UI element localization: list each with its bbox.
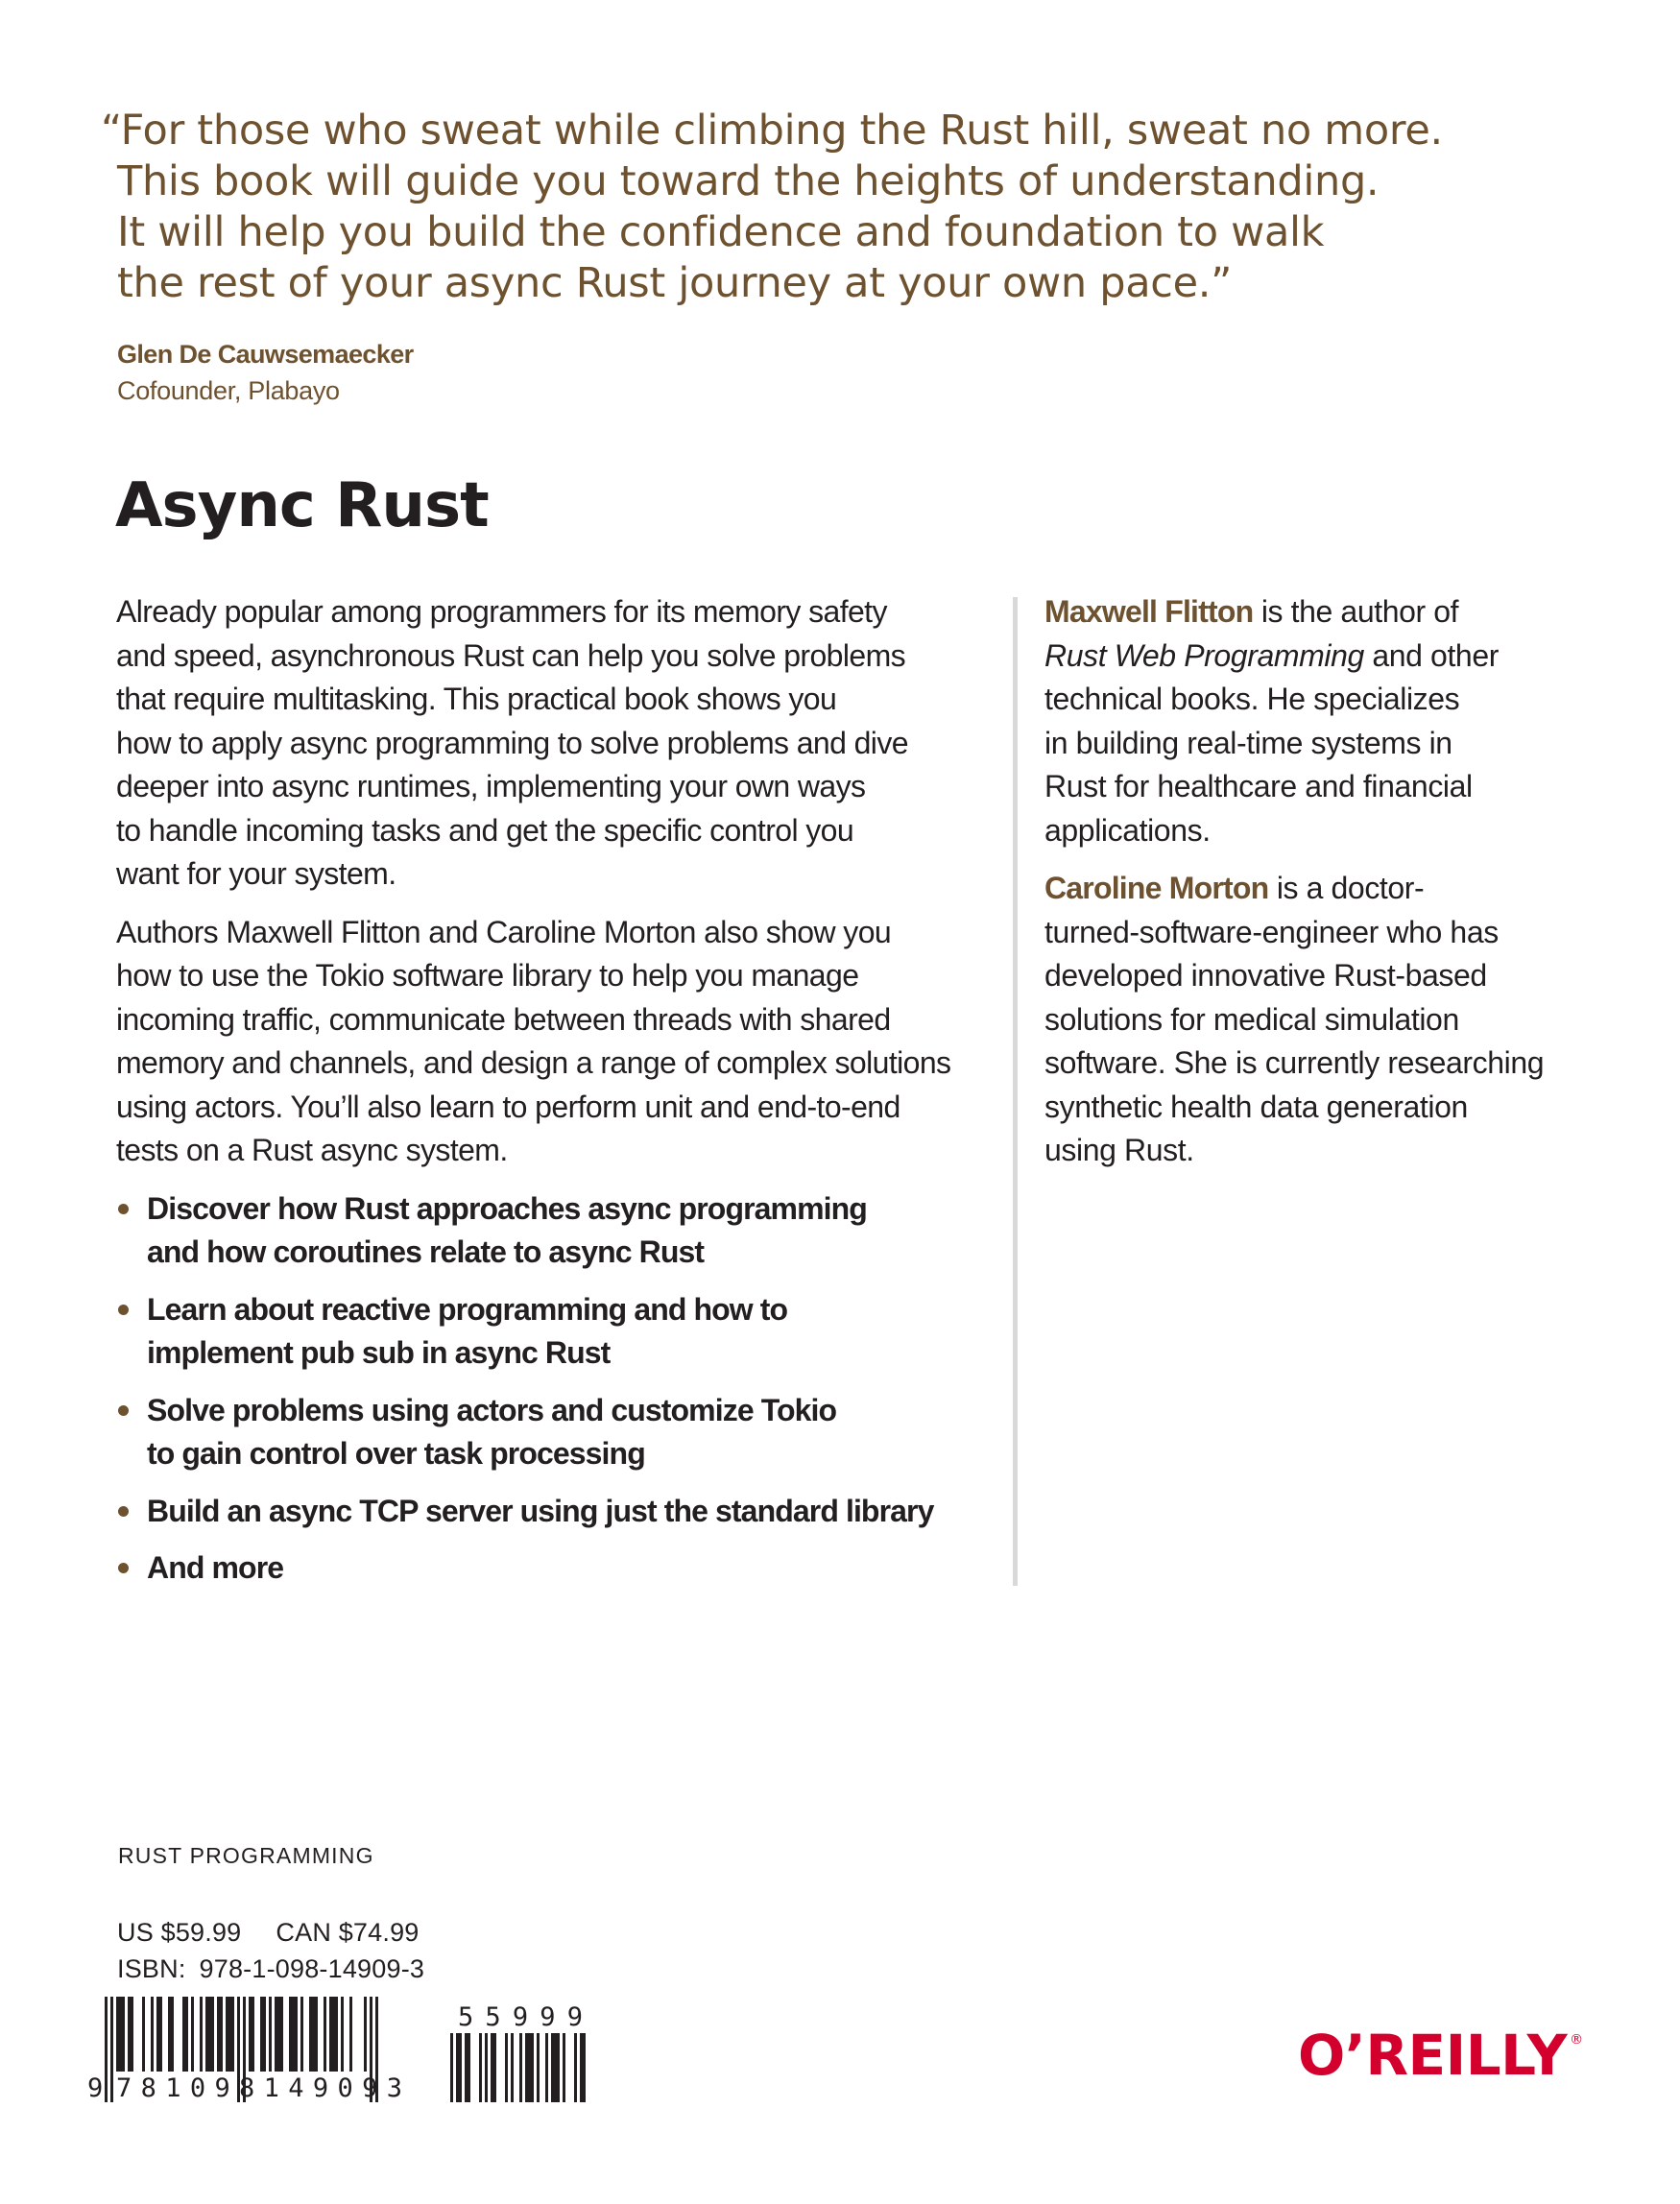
list-item — [116, 1288, 961, 1376]
text-fragment: is the author of — [1253, 594, 1459, 629]
barcode-bar — [252, 1997, 254, 2072]
text-line: how to apply async programming to solve problems and dive — [116, 725, 908, 760]
text-line — [1044, 867, 1582, 911]
barcode-addon-bar — [545, 2033, 548, 2102]
barcode-bar — [249, 1997, 252, 2072]
text-line: using actors. You’ll also learn to perform unit and end-to-end — [116, 1089, 900, 1124]
text-line: how to use the Tokio software library to help you manage — [116, 958, 859, 993]
barcode-addon-bar — [505, 2033, 508, 2102]
description-paragraph-1 — [116, 590, 961, 897]
barcode-addon-bar — [468, 2033, 470, 2102]
barcode-bar — [211, 1997, 214, 2072]
barcode-bar — [217, 1997, 220, 2072]
barcode-bar — [200, 1997, 203, 2072]
barcode-addon-bar — [493, 2033, 496, 2102]
barcode-addon-bar — [531, 2033, 534, 2102]
column-divider — [1013, 597, 1018, 1586]
barcode-bar — [171, 1997, 174, 2072]
barcode-bar — [151, 1997, 154, 2072]
barcode-bar — [208, 1997, 211, 2072]
barcode-bar — [315, 1997, 318, 2072]
list-item — [116, 1490, 961, 1534]
barcode-guard-bar — [110, 1997, 113, 2102]
barcode-bar — [309, 1997, 312, 2072]
list-item-line: Build an async TCP server using just the standard library — [147, 1493, 934, 1528]
text-line: applications. — [1044, 812, 1211, 848]
barcode-addon-bars — [450, 2033, 586, 2102]
text-line — [1044, 635, 1582, 679]
barcode-bar — [332, 1997, 335, 2072]
text-fragment: is a doctor- — [1268, 871, 1425, 905]
barcode-bar — [275, 1997, 277, 2072]
publisher-name: O’REILLY — [1298, 2023, 1568, 2088]
author-name: Caroline Morton — [1044, 871, 1269, 905]
text-line: Already popular among programmers for its memory safety — [116, 594, 887, 629]
barcode-addon-bar — [465, 2033, 468, 2102]
barcode-bar — [228, 1997, 231, 2072]
endorsement-quote — [101, 106, 1522, 309]
quote-attribution — [117, 336, 414, 409]
barcode-lead-digit: 9 — [87, 2073, 104, 2102]
barcode-addon-bar — [450, 2033, 453, 2102]
book-reference: Rust Web Programming — [1044, 637, 1364, 673]
text-fragment: and other — [1363, 637, 1499, 673]
text-line: in building real-time systems in — [1044, 725, 1452, 760]
barcode-bar — [116, 1997, 119, 2072]
barcode-guard-bar — [105, 1997, 108, 2102]
barcode-bar — [280, 1997, 283, 2072]
text-line: incoming traffic, communicate between threads with shared — [116, 1001, 891, 1037]
author-name: Maxwell Flitton — [1044, 594, 1254, 629]
barcode-bar — [119, 1997, 122, 2072]
barcode-bar — [295, 1997, 298, 2072]
endorser-role: Cofounder, Plabayo — [117, 376, 340, 405]
price-block — [117, 1914, 424, 1987]
text-line: memory and channels, and design a range of complex solutions — [116, 1045, 951, 1080]
text-line: software. She is currently researching — [1044, 1045, 1545, 1080]
barcode-bar — [263, 1997, 266, 2072]
barcode-addon-bar — [537, 2033, 540, 2102]
bullet-icon — [118, 1563, 129, 1573]
description-paragraph-2 — [116, 911, 961, 1173]
list-item-line: Discover how Rust approaches async programming — [147, 1190, 867, 1226]
barcode-bar — [185, 1997, 188, 2072]
barcode-bar — [159, 1997, 162, 2072]
text-line — [1044, 590, 1582, 635]
text-line: developed innovative Rust-based — [1044, 958, 1487, 993]
text-line: using Rust. — [1044, 1133, 1194, 1167]
author-bio-2 — [1044, 867, 1582, 1173]
text-line: technical books. He specializes — [1044, 682, 1460, 716]
barcode-bar — [277, 1997, 280, 2072]
us-price: US $59.99 — [117, 1918, 242, 1947]
text-line: Authors Maxwell Flitton and Caroline Morton also show you — [116, 914, 892, 949]
barcode-addon-bar — [459, 2033, 462, 2102]
endorser-name: Glen De Cauwsemaecker — [117, 340, 414, 369]
list-item — [116, 1389, 961, 1476]
bullet-icon — [118, 1204, 129, 1214]
quote-line: This book will guide you toward the heights of understanding. — [117, 157, 1380, 205]
list-item — [116, 1187, 961, 1275]
barcode-addon-bar — [554, 2033, 557, 2102]
barcode-bar — [341, 1997, 344, 2072]
barcode-digits: 781098149093 — [116, 2073, 402, 2102]
author-bio-1 — [1044, 590, 1582, 852]
barcode-addon-bar — [485, 2033, 488, 2102]
list-item-line: And more — [147, 1550, 284, 1585]
barcode-addon-bar — [563, 2033, 565, 2102]
quote-line: the rest of your async Rust journey at your own pace.” — [117, 259, 1233, 307]
list-item-line: to gain control over task processing — [147, 1436, 645, 1471]
text-line: solutions for medical simulation — [1044, 1001, 1459, 1037]
barcode-bar — [205, 1997, 208, 2072]
barcode-bar — [231, 1997, 234, 2072]
barcode-bar — [269, 1997, 272, 2072]
barcode-bar — [292, 1997, 295, 2072]
barcode-bar — [335, 1997, 338, 2072]
text-line: want for your system. — [116, 856, 396, 891]
barcode-bar — [182, 1997, 185, 2072]
barcode-bar — [128, 1997, 131, 2072]
barcode-bar — [260, 1997, 263, 2072]
barcode-bar — [220, 1997, 223, 2072]
barcode-bar — [156, 1997, 159, 2072]
list-item-line: implement pub sub in async Rust — [147, 1335, 611, 1370]
publisher-logo — [1298, 2023, 1583, 2088]
list-item — [116, 1546, 961, 1591]
bullet-icon — [118, 1506, 129, 1517]
barcode-bar — [142, 1997, 145, 2072]
list-item-line: Solve problems using actors and customize Tokio — [147, 1392, 837, 1427]
barcode-bar — [349, 1997, 352, 2072]
text-line: synthetic health data generation — [1044, 1089, 1468, 1124]
barcode-addon-bar — [574, 2033, 577, 2102]
barcode-bar — [168, 1997, 171, 2072]
text-line: deeper into async runtimes, implementing your own ways — [116, 769, 866, 803]
can-price: CAN $74.99 — [276, 1918, 420, 1947]
text-line: tests on a Rust async system. — [116, 1133, 508, 1167]
barcode-bar — [324, 1997, 326, 2072]
barcode-bar — [191, 1997, 194, 2072]
isbn-number: 978-1-098-14909-3 — [199, 1954, 425, 1983]
barcode-addon-bar — [580, 2033, 583, 2102]
author-bios — [1044, 590, 1582, 1187]
feature-list — [116, 1187, 961, 1591]
barcode-addon-bar — [479, 2033, 482, 2102]
barcode — [82, 1997, 619, 2102]
barcode-bar — [312, 1997, 315, 2072]
barcode-addon-bar — [511, 2033, 514, 2102]
book-title: Async Rust — [115, 470, 489, 541]
text-line: Rust for healthcare and financial — [1044, 769, 1473, 803]
text-line: to handle incoming tasks and get the specific control you — [116, 812, 854, 848]
barcode-addon-bar — [456, 2033, 459, 2102]
barcode-addon-bar — [491, 2033, 493, 2102]
text-line: that require multitasking. This practical book shows you — [116, 682, 837, 716]
quote-line: It will help you build the confidence and foundation to walk — [117, 208, 1325, 256]
isbn-row — [117, 1951, 424, 1987]
text-line: turned-software-engineer who has — [1044, 914, 1499, 949]
barcode-addon-bar — [583, 2033, 586, 2102]
price-row — [117, 1914, 424, 1951]
barcode-addon-bar — [528, 2033, 531, 2102]
barcode-addon-digits: 55999 — [458, 2002, 583, 2032]
barcode-bar — [289, 1997, 292, 2072]
barcode-addon-bar — [525, 2033, 528, 2102]
barcode-bar — [329, 1997, 332, 2072]
list-item-line: Learn about reactive programming and how to — [147, 1291, 788, 1327]
barcode-bar — [122, 1997, 125, 2072]
bullet-icon — [118, 1405, 129, 1416]
isbn-label: ISBN: — [117, 1954, 186, 1983]
list-item-line: and how coroutines relate to async Rust — [147, 1234, 705, 1269]
text-line: and speed, asynchronous Rust can help you solve problems — [116, 637, 906, 673]
registered-mark-icon: ® — [1570, 2032, 1583, 2048]
barcode-addon-bar — [519, 2033, 522, 2102]
bullet-icon — [118, 1305, 129, 1315]
book-category: RUST PROGRAMMING — [118, 1843, 374, 1868]
barcode-bar — [131, 1997, 133, 2072]
quote-line: “For those who sweat while climbing the Rust hill, sweat no more. — [101, 107, 1443, 155]
book-description — [116, 590, 961, 1604]
barcode-addon-bar — [557, 2033, 560, 2102]
barcode-bar — [226, 1997, 228, 2072]
barcode-bar — [300, 1997, 303, 2072]
barcode-addon-bar — [551, 2033, 554, 2102]
barcode-bar — [364, 1997, 367, 2072]
